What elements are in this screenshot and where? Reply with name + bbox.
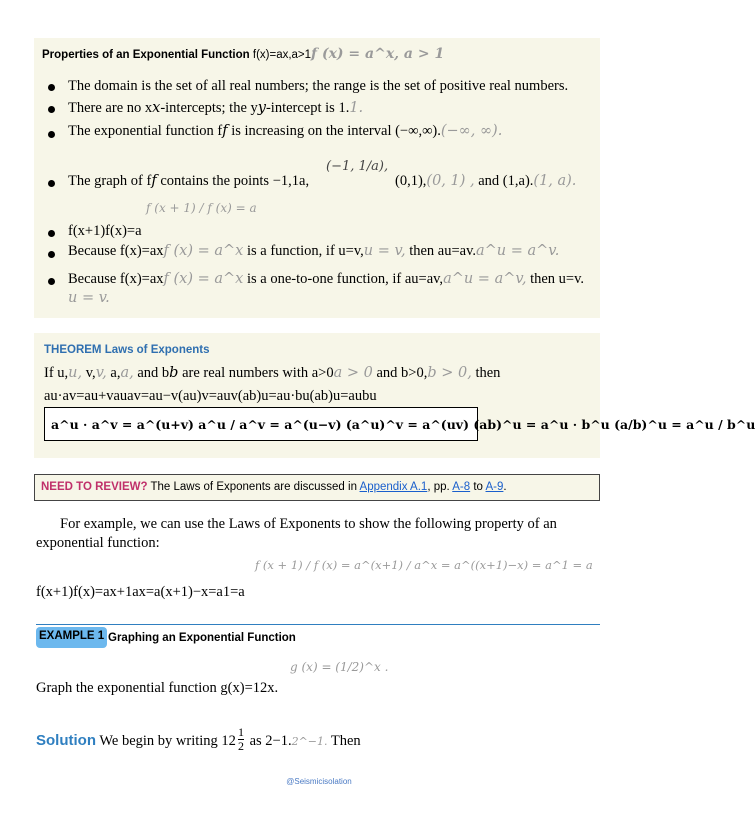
fraction-denominator: 2 [237, 739, 244, 753]
theorem-text-e: are real numbers with a>0 [178, 365, 334, 381]
math-x: x [152, 100, 161, 116]
properties-list [68, 78, 598, 311]
theorem-text-c: a, [106, 365, 121, 381]
bullet [48, 106, 55, 113]
list-item [68, 243, 598, 271]
math-fx2: f (x) = a^x [163, 271, 244, 287]
derivation-text: f(x+1)f(x)=ax+1ax=a(x+1)−x=a1=a [36, 584, 245, 600]
point-0-1: (0,1), [395, 173, 427, 189]
properties-heading-text: Properties of an Exponential Function [42, 49, 250, 61]
review-text-2: , pp. [427, 481, 453, 493]
point-1-a: and (1,a). [474, 173, 534, 189]
list-item [68, 100, 598, 123]
fraction-one-half [238, 726, 244, 753]
review-text-3: to [470, 481, 486, 493]
property-points-line [68, 173, 309, 190]
solution-label: Solution [36, 731, 96, 749]
property-ratio: f(x+1)f(x)=a [68, 223, 142, 239]
math-fx: f (x) = a^x [163, 243, 244, 259]
property-one-to-one-3: then u=v. [526, 271, 585, 287]
math-au-av2: a^u = a^v, [443, 271, 527, 287]
math-gx: g (x) = (1/2)^x . [290, 660, 389, 674]
theorem-box [34, 333, 755, 458]
properties-heading-fx: f(x)=ax,a>1 [252, 49, 312, 61]
property-increasing: The exponential function f [68, 123, 223, 139]
solution-text-2: as 2−1. [245, 732, 292, 749]
laws-formula: a^u · a^v = a^(u+v) a^u / a^v = a^(u−v) (a^u)^v = a^(uv) (ab)^u = a^u · b^u (a/b)^u = a^u / b^u [51, 416, 755, 432]
properties-box [34, 38, 600, 318]
property-points-tail [395, 173, 576, 190]
math-point-0-1: (0, 1) , [426, 173, 475, 189]
theorem-text-a: If u, [44, 365, 69, 381]
math-2-neg1: 2^−1. [291, 734, 328, 748]
bullet [48, 131, 55, 138]
example-title: Graphing an Exponential Function [108, 632, 296, 644]
laws-formula-box [44, 407, 755, 441]
example-label: EXAMPLE 1 [39, 630, 105, 642]
math-uv: u = v, [363, 243, 406, 259]
fraction-numerator: 1 [237, 725, 244, 739]
math-interval: (−∞, ∞). [440, 123, 503, 139]
theorem-text-f: and b>0, [372, 365, 428, 381]
math-derivation: f (x + 1) / f (x) = a^(x+1) / a^x = a^((x+1)−x) = a^1 = a [255, 558, 593, 572]
math-u: u, [68, 365, 83, 381]
bullet [48, 84, 55, 91]
list-item [68, 201, 598, 243]
theorem-text-b: v, [82, 365, 96, 381]
math-point-1-a: (1, a). [533, 173, 577, 189]
theorem-line1 [44, 365, 500, 382]
math-au-av: a^u = a^v. [476, 243, 560, 259]
example-instruction: Graph the exponential function g(x)=12x. [36, 680, 279, 696]
theorem-label: THEOREM [44, 344, 102, 356]
solution-text-3: Then [327, 732, 361, 749]
math-b: b [169, 365, 179, 381]
math-a-gt-0: a > 0 [333, 365, 373, 381]
property-intercepts-3: -intercept is 1. [265, 100, 350, 116]
property-intercepts-2: -intercepts; the y [160, 100, 258, 116]
property-points: The graph of f [68, 173, 152, 189]
properties-heading-math: f (x) = a^x, a > 1 [311, 46, 445, 62]
solution-line [36, 725, 361, 755]
property-function-3: then au=av. [405, 243, 477, 259]
property-intercepts: There are no x [68, 100, 153, 116]
bullet [48, 180, 55, 187]
page-a8-link[interactable]: A-8 [452, 481, 471, 493]
review-note [34, 474, 600, 501]
property-function-2: is a function, if u=v, [243, 243, 364, 259]
review-text-4: . [503, 481, 507, 493]
math-b-gt-0: b > 0, [427, 365, 472, 381]
example-badge [36, 627, 107, 648]
property-increasing-2: is increasing on the interval (−∞,∞). [227, 123, 441, 139]
appendix-link[interactable]: Appendix A.1 [359, 481, 428, 493]
bullet [48, 278, 55, 285]
watermark: @Seismicisolation [286, 777, 352, 786]
review-label: NEED TO REVIEW? [41, 481, 148, 493]
math-one: 1. [349, 100, 364, 116]
math-f: f [222, 123, 228, 139]
math-point-neg1: (−1, 1/a), [326, 159, 389, 174]
page-a9-link[interactable]: A-9 [485, 481, 504, 493]
math-v: v, [95, 365, 107, 381]
math-f2: f [151, 173, 157, 189]
properties-heading [42, 46, 444, 62]
property-domain: The domain is the set of all real numbers; the range is the set of positive real numbers. [68, 78, 569, 94]
math-ratio: f (x + 1) / f (x) = a [146, 201, 257, 215]
property-one-to-one: Because f(x)=ax [68, 271, 164, 287]
list-item [68, 271, 598, 311]
theorem-heading [44, 344, 210, 356]
bullet [48, 230, 55, 237]
list-item [68, 159, 598, 205]
property-function: Because f(x)=ax [68, 243, 164, 259]
theorem-title: Laws of Exponents [104, 344, 210, 356]
solution-text-1: We begin by writing 12 [96, 732, 236, 749]
math-uv2: u = v. [68, 290, 110, 306]
bullet [48, 251, 55, 258]
theorem-text-g: then [471, 365, 501, 381]
theorem-text-d: and b [133, 365, 170, 381]
section-divider [36, 624, 600, 625]
list-item [68, 78, 598, 98]
property-points-2: contains the points −1,1a, [156, 173, 310, 189]
math-y: y [257, 100, 266, 116]
theorem-line2: au·av=au+vauav=au−v(au)v=auv(ab)u=au·bu(ab)u=aubu [44, 388, 377, 404]
review-text-1: The Laws of Exponents are discussed in [147, 481, 360, 493]
list-item [68, 123, 598, 159]
math-a: a, [120, 365, 134, 381]
property-one-to-one-2: is a one-to-one function, if au=av, [243, 271, 444, 287]
example-paragraph: For example, we can use the Laws of Exponents to show the following property of an exponential function: [36, 516, 557, 551]
